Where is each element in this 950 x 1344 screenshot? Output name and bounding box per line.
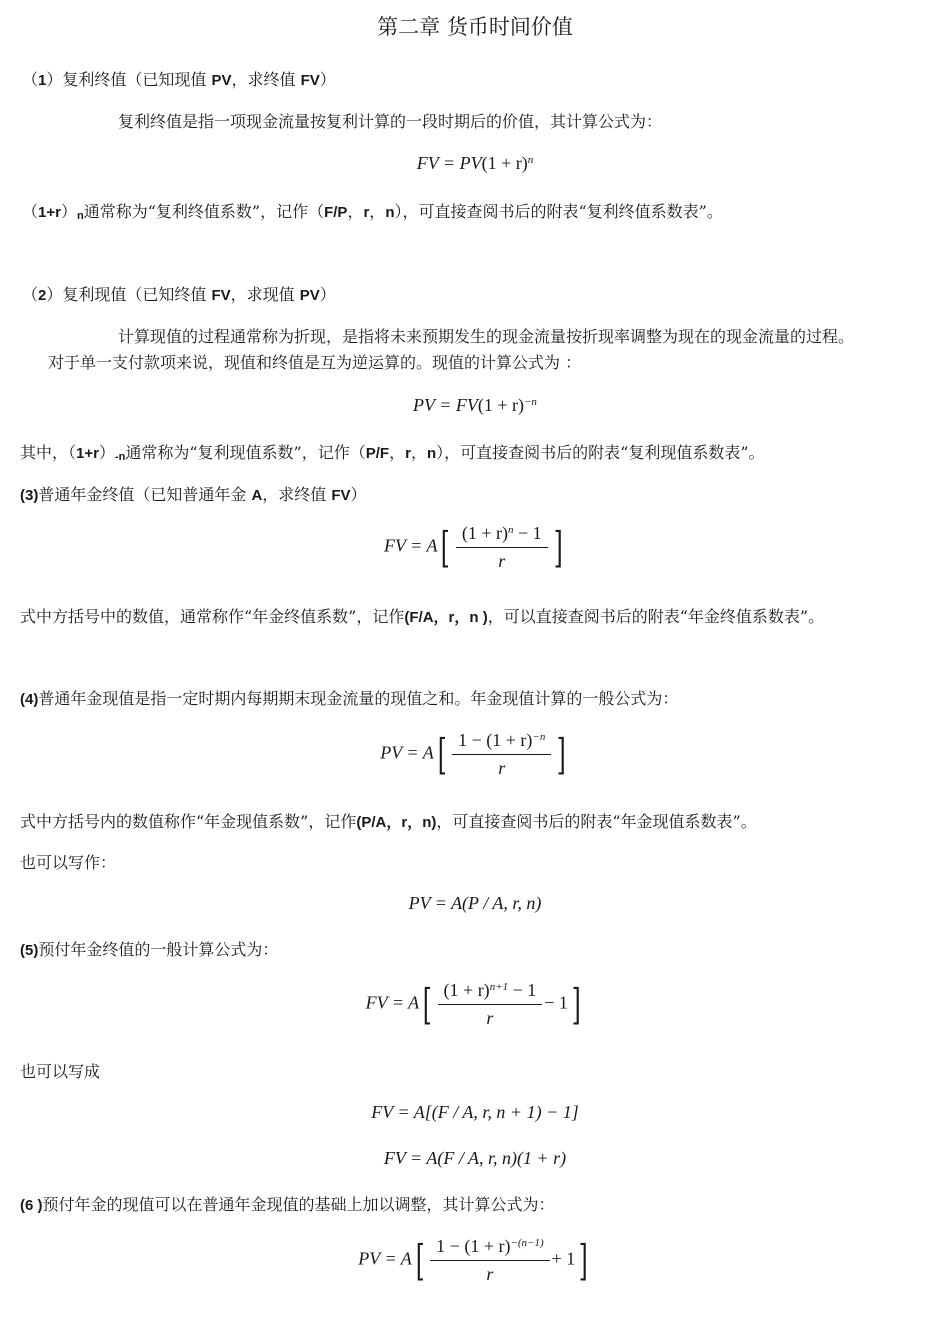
section-3-heading: (3)普通年金终值（已知普通年金 A，求终值 FV） (20, 485, 367, 504)
formula-annuity-present-value-factor: PV = A(P / A, r, n) (408, 893, 542, 913)
section-2-paragraph-1: 计算现值的过程通常称为折现，是指将未来预期发生的现金流量按折现率调整为现在的现金流量的过程。 (118, 327, 855, 346)
section-1-paragraph: 复利终值是指一项现金流量按复利计算的一段时期后的价值，其计算公式为： (118, 112, 663, 131)
formula-annuity-due-future-value-factor-2: FV = A(F / A, r, n)(1 + r) (383, 1148, 567, 1168)
formula-compound-future-value: FV = $PV(1 + r)^n$ (416, 153, 534, 173)
page-title: 第二章 货币时间价值 (377, 15, 573, 39)
section-2-note: 其中，（1+r）-n通常称为“复利现值系数”，记作（P/F，r，n），可直接查阅书后的附表“复利现值系数表”。 (20, 443, 765, 463)
section-2-paragraph-2: 对于单一支付款项来说，现值和终值是互为逆运算的。现值的计算公式为 ： (48, 353, 582, 372)
formula-annuity-present-value: PV = A[ $\frac{1 - (1 + r)^{-n}}{r}$ ] (380, 729, 567, 779)
section-1-heading: （1）复利终值（已知现值 PV，求终值 FV） (22, 70, 336, 89)
section-5-also: 也可以写成 (20, 1062, 101, 1081)
formula-annuity-due-present-value: PV = A[ $\frac{1 - (1 + r)^{-(n-1)}}{r}$ + 1] (358, 1235, 588, 1285)
section-2-heading: （2）复利现值（已知终值 FV，求现值 PV） (22, 285, 336, 304)
formula-compound-present-value: PV = $FV(1 + r)^{-n}$ (413, 395, 537, 415)
section-4-note: 式中方括号内的数值称作“年金现值系数”，记作(P/A，r，n)，可直接查阅书后的附表“年金现值系数表”。 (20, 812, 757, 831)
section-3-note: 式中方括号中的数值，通常称作“年金终值系数”，记作(F/A，r，n )，可以直接查阅书后的附表“年金终值系数表”。 (20, 607, 825, 626)
formula-annuity-due-future-value-factor-1: FV = A[(F / A, r, n + 1) − 1] (371, 1102, 579, 1122)
section-4-heading: (4)普通年金现值是指一定时期内每期期末现金流量的现值之和。年金现值计算的一般公式为： (20, 689, 679, 708)
section-5-heading: (5)预付年金终值的一般计算公式为： (20, 940, 279, 959)
formula-annuity-future-value: FV = A[ $\frac{(1 + r)^n - 1}{r}$ ] (383, 522, 563, 572)
formula-annuity-due-future-value: FV = A[ $\frac{(1 + r)^{n+1} - 1}{r}$ − 1] (365, 979, 581, 1029)
section-6-heading: (6 )预付年金的现值可以在普通年金现值的基础上加以调整，其计算公式为： (20, 1195, 555, 1214)
section-4-also: 也可以写作： (20, 853, 117, 872)
section-1-note: （1+r）n通常称为“复利终值系数”，记作（F/P，r，n），可直接查阅书后的附表“复利终值系数表”。 (22, 202, 723, 222)
